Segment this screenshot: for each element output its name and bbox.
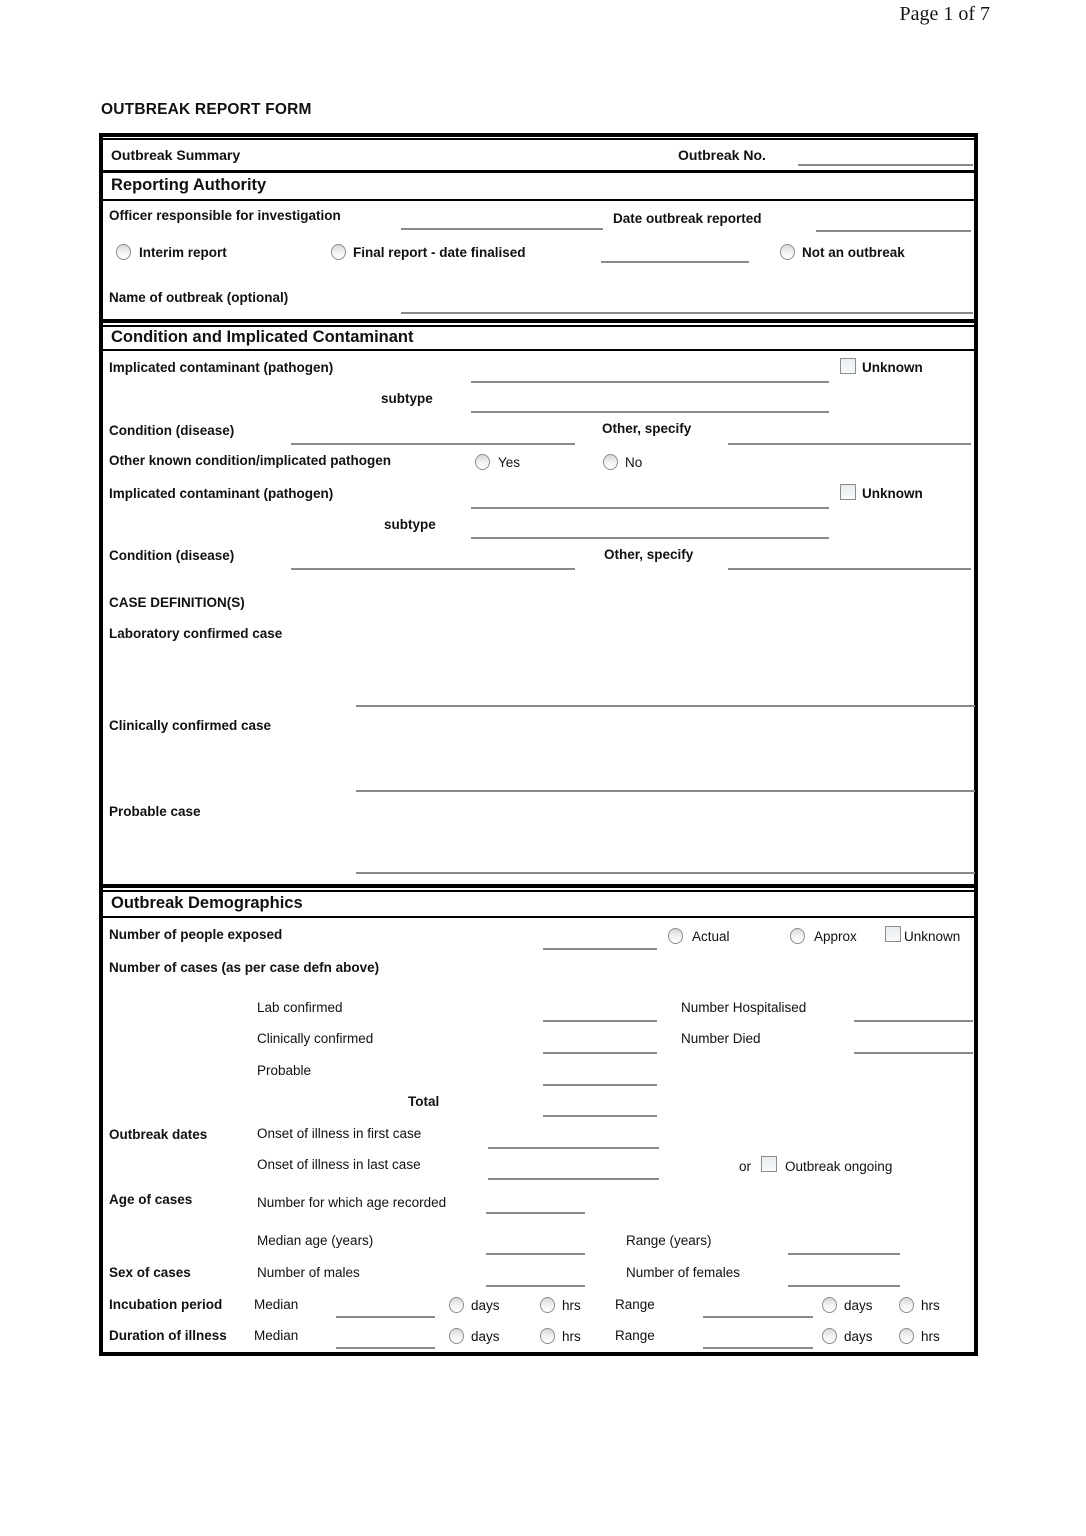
subtype-label-2: subtype (384, 517, 436, 532)
section-divider-sub (103, 890, 974, 892)
interim-report-label: Interim report (139, 245, 227, 260)
duration-median-days-label: days (471, 1329, 500, 1344)
onset-first-input-line[interactable] (488, 1147, 659, 1149)
hospitalised-input-line[interactable] (854, 1020, 973, 1022)
probable-count-label: Probable (257, 1063, 312, 1078)
incubation-range-input-line[interactable] (703, 1316, 813, 1318)
clinically-confirmed-label: Clinically confirmed (257, 1031, 374, 1046)
clinical-case-label: Clinically confirmed case (109, 718, 272, 733)
date-finalised-input-line[interactable] (601, 261, 749, 263)
incubation-median-hrs-label: hrs (562, 1298, 581, 1313)
hospitalised-label: Number Hospitalised (681, 1000, 807, 1015)
not-outbreak-label: Not an outbreak (802, 245, 905, 260)
demographics-section (103, 918, 974, 1352)
disease-input-line-1[interactable] (291, 443, 575, 445)
duration-median-days-radio[interactable] (449, 1328, 464, 1344)
total-input-line[interactable] (543, 1115, 657, 1117)
age-recorded-input-line[interactable] (486, 1212, 585, 1214)
officer-label: Officer responsible for investigation (109, 208, 341, 223)
duration-median-hrs-label: hrs (562, 1329, 581, 1344)
other-specify-input-line-2[interactable] (728, 568, 971, 570)
demographics-header: Outbreak Demographics (111, 894, 303, 912)
no-label: No (625, 455, 643, 470)
section-divider-sub (103, 325, 974, 327)
range-years-input-line[interactable] (788, 1253, 900, 1255)
probable-case-label: Probable case (109, 804, 201, 819)
approx-radio[interactable] (790, 928, 805, 944)
disease-label-2: Condition (disease) (109, 548, 235, 563)
range-years-label: Range (years) (626, 1233, 712, 1248)
duration-range-hrs-label: hrs (921, 1329, 940, 1344)
incubation-range-label: Range (615, 1297, 655, 1312)
median-age-input-line[interactable] (486, 1253, 585, 1255)
duration-range-input-line[interactable] (703, 1347, 813, 1349)
pathogen-unknown-checkbox-2[interactable] (840, 484, 856, 500)
duration-median-label: Median (254, 1328, 299, 1343)
people-exposed-input-line[interactable] (543, 948, 657, 950)
pathogen-unknown-label-2: Unknown (862, 486, 923, 501)
duration-median-hrs-radio[interactable] (540, 1328, 555, 1344)
exposed-unknown-checkbox[interactable] (885, 926, 901, 942)
clinically-confirmed-input-line[interactable] (543, 1052, 657, 1054)
outbreak-no-label: Outbreak No. (678, 147, 766, 163)
duration-label: Duration of illness (109, 1328, 227, 1343)
cases-label: Number of cases (as per case defn above) (109, 960, 380, 975)
form-title: OUTBREAK REPORT FORM (101, 101, 312, 118)
not-outbreak-radio[interactable] (780, 244, 795, 260)
lab-confirmed-input-line[interactable] (543, 1020, 657, 1022)
other-specify-label-2: Other, specify (604, 547, 694, 562)
lab-case-label: Laboratory confirmed case (109, 626, 283, 641)
incubation-range-hrs-radio[interactable] (899, 1297, 914, 1313)
approx-label: Approx (814, 929, 857, 944)
incubation-range-days-radio[interactable] (822, 1297, 837, 1313)
pathogen-label-1: Implicated contaminant (pathogen) (109, 360, 334, 375)
median-age-label: Median age (years) (257, 1233, 374, 1248)
other-known-yes-radio[interactable] (475, 454, 490, 470)
females-input-line[interactable] (788, 1285, 900, 1287)
outbreak-summary-row (103, 137, 974, 170)
died-input-line[interactable] (854, 1052, 973, 1054)
pathogen-unknown-label-1: Unknown (862, 360, 923, 375)
incubation-label: Incubation period (109, 1297, 223, 1312)
other-known-label: Other known condition/implicated pathogen (109, 453, 392, 468)
or-label: or (739, 1159, 752, 1174)
condition-header: Condition and Implicated Contaminant (111, 328, 414, 346)
males-label: Number of males (257, 1265, 360, 1280)
onset-last-input-line[interactable] (488, 1178, 659, 1180)
other-known-no-radio[interactable] (603, 454, 618, 470)
subtype-input-line-2[interactable] (471, 537, 829, 539)
other-specify-label-1: Other, specify (602, 421, 692, 436)
onset-first-label: Onset of illness in first case (257, 1126, 422, 1141)
incubation-median-days-radio[interactable] (449, 1297, 464, 1313)
sex-of-cases-label: Sex of cases (109, 1265, 191, 1280)
date-reported-input-line[interactable] (816, 230, 971, 232)
age-of-cases-label: Age of cases (109, 1192, 193, 1207)
duration-median-input-line[interactable] (336, 1347, 435, 1349)
duration-range-days-label: days (844, 1329, 873, 1344)
actual-label: Actual (692, 929, 730, 944)
incubation-median-hrs-radio[interactable] (540, 1297, 555, 1313)
probable-input-line[interactable] (543, 1084, 657, 1086)
reporting-authority-section (103, 201, 974, 319)
ongoing-checkbox[interactable] (761, 1156, 777, 1172)
officer-input-line[interactable] (401, 228, 603, 230)
disease-input-line-2[interactable] (291, 568, 575, 570)
other-specify-input-line-1[interactable] (728, 443, 971, 445)
females-label: Number of females (626, 1265, 741, 1280)
actual-radio[interactable] (668, 928, 683, 944)
demographics-header-row (103, 894, 974, 915)
outbreak-report-form-box (99, 133, 978, 1356)
final-report-radio[interactable] (331, 244, 346, 260)
onset-last-label: Onset of illness in last case (257, 1157, 421, 1172)
duration-range-days-radio[interactable] (822, 1328, 837, 1344)
probable-case-input-line[interactable] (356, 872, 975, 874)
reporting-authority-header-row (103, 173, 974, 199)
subtype-input-line-1[interactable] (471, 411, 829, 413)
incubation-median-days-label: days (471, 1298, 500, 1313)
pathogen-input-line-1[interactable] (471, 381, 829, 383)
condition-section (103, 351, 974, 884)
section-divider (103, 319, 974, 323)
died-label: Number Died (681, 1031, 761, 1046)
incubation-median-label: Median (254, 1297, 299, 1312)
incubation-range-hrs-label: hrs (921, 1298, 940, 1313)
case-definitions-header: CASE DEFINITION(S) (109, 595, 245, 610)
final-report-label: Final report - date finalised (353, 245, 526, 260)
ongoing-label: Outbreak ongoing (785, 1159, 893, 1174)
section-divider (103, 884, 974, 888)
males-input-line[interactable] (486, 1285, 585, 1287)
exposed-unknown-label: Unknown (904, 929, 961, 944)
outbreak-name-input-line[interactable] (401, 312, 973, 314)
interim-report-radio[interactable] (116, 244, 131, 260)
incubation-median-input-line[interactable] (336, 1316, 435, 1318)
pathogen-input-line-2[interactable] (471, 507, 829, 509)
reporting-authority-header: Reporting Authority (111, 176, 267, 194)
subtype-label-1: subtype (381, 391, 433, 406)
condition-header-row (103, 328, 974, 349)
incubation-range-days-label: days (844, 1298, 873, 1313)
duration-range-hrs-radio[interactable] (899, 1328, 914, 1344)
people-exposed-label: Number of people exposed (109, 927, 283, 942)
outbreak-name-label: Name of outbreak (optional) (109, 290, 289, 305)
lab-case-input-line[interactable] (356, 705, 975, 707)
page-number: Page 1 of 7 (899, 3, 990, 25)
clinical-case-input-line[interactable] (356, 790, 975, 792)
summary-title: Outbreak Summary (111, 147, 241, 163)
date-reported-label: Date outbreak reported (613, 211, 762, 226)
pathogen-unknown-checkbox-1[interactable] (840, 358, 856, 374)
age-recorded-label: Number for which age recorded (257, 1195, 447, 1210)
disease-label-1: Condition (disease) (109, 423, 235, 438)
outbreak-no-input-line[interactable] (798, 164, 973, 166)
pathogen-label-2: Implicated contaminant (pathogen) (109, 486, 334, 501)
total-label: Total (408, 1094, 440, 1109)
lab-confirmed-label: Lab confirmed (257, 1000, 343, 1015)
outbreak-dates-label: Outbreak dates (109, 1127, 208, 1142)
duration-range-label: Range (615, 1328, 655, 1343)
yes-label: Yes (498, 455, 521, 470)
